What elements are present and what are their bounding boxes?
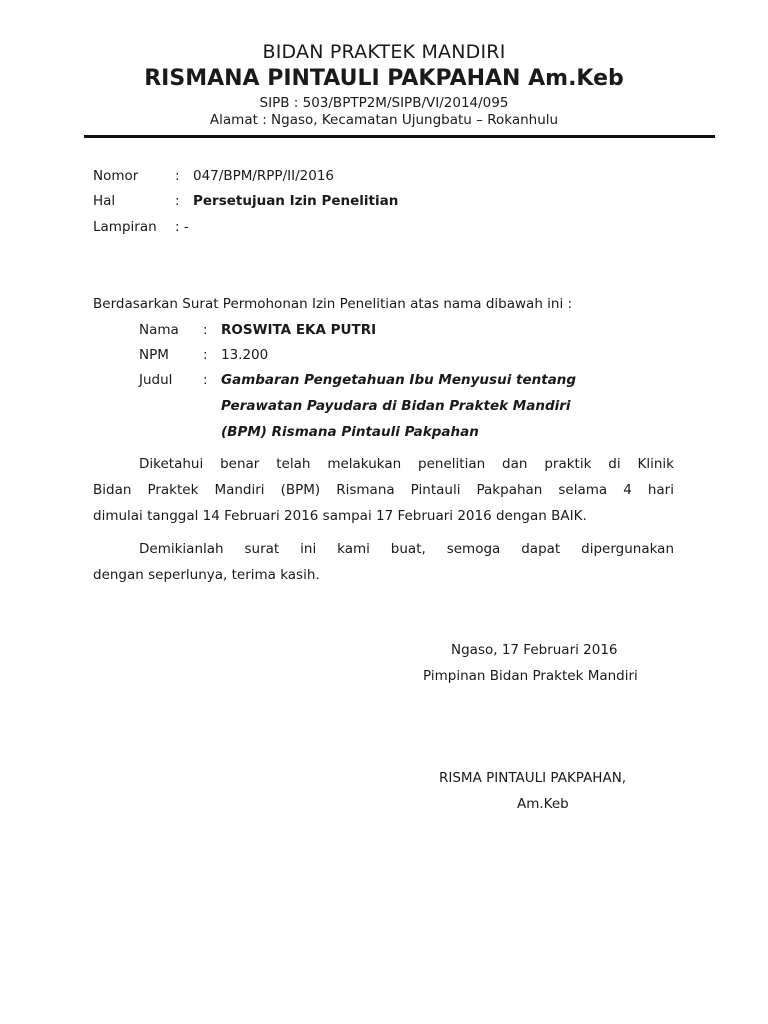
judul-label: Judul xyxy=(139,372,173,388)
nomor-value: 047/BPM/RPP/II/2016 xyxy=(193,168,334,184)
letterhead-address: Alamat : Ngaso, Kecamatan Ujungbatu – Rokanhulu xyxy=(209,112,559,128)
nomor-label: Nomor xyxy=(93,168,139,184)
nama-colon: : xyxy=(203,322,208,338)
npm-label: NPM xyxy=(139,347,169,363)
nomor-colon: : xyxy=(175,168,180,184)
npm-colon: : xyxy=(203,347,208,363)
hal-label: Hal xyxy=(93,193,116,209)
signature-position: Pimpinan Bidan Praktek Mandiri xyxy=(423,668,638,684)
lampiran-value: : - xyxy=(175,219,189,235)
judul-line: Gambaran Pengetahuan Ibu Menyusui tentang xyxy=(221,372,577,388)
judul-colon: : xyxy=(203,372,208,388)
judul-line: (BPM) Rismana Pintauli Pakpahan xyxy=(221,424,479,440)
hal-colon: : xyxy=(175,193,180,209)
letterhead-title: BIDAN PRAKTEK MANDIRI xyxy=(262,41,506,63)
letterhead-divider xyxy=(84,135,715,138)
signature-place-date: Ngaso, 17 Februari 2016 xyxy=(451,642,618,658)
paragraph-line: dimulai tanggal 14 Februari 2016 sampai 17 Februari 2016 dengan BAIK. xyxy=(93,508,587,524)
paragraph-line: Demikianlah surat ini kami buat, semoga dapat dipergunakan xyxy=(139,541,674,557)
hal-value: Persetujuan Izin Penelitian xyxy=(193,193,399,209)
intro-text: Berdasarkan Surat Permohonan Izin Penelitian atas nama dibawah ini : xyxy=(93,296,573,312)
paragraph-line: Diketahui benar telah melakukan penelitian dan praktik di Klinik xyxy=(139,456,674,472)
signature-name: RISMA PINTAULI PAKPAHAN, xyxy=(439,770,627,786)
signature-title: Am.Keb xyxy=(517,796,569,812)
nama-value: ROSWITA EKA PUTRI xyxy=(221,322,377,338)
judul-line: Perawatan Payudara di Bidan Praktek Mandiri xyxy=(221,398,571,414)
letterhead-name: RISMANA PINTAULI PAKPAHAN Am.Keb xyxy=(144,66,624,91)
nama-label: Nama xyxy=(139,322,179,338)
paragraph-line: dengan seperlunya, terima kasih. xyxy=(93,567,320,583)
paragraph-line: Bidan Praktek Mandiri (BPM) Rismana Pintauli Pakpahan selama 4 hari xyxy=(93,482,674,498)
npm-value: 13.200 xyxy=(221,347,269,363)
lampiran-label: Lampiran xyxy=(93,219,157,235)
letterhead-license: SIPB : 503/BPTP2M/SIPB/VI/2014/095 xyxy=(259,95,509,111)
